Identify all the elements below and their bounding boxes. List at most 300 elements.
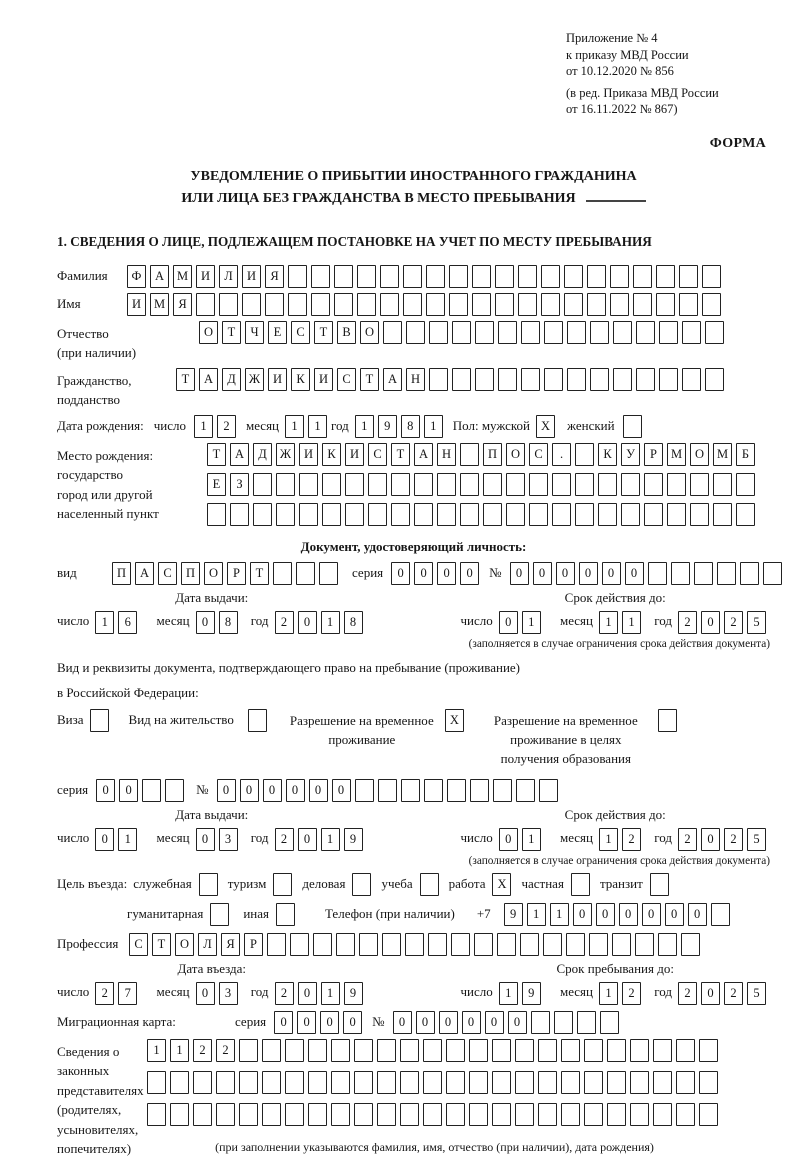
form-cell[interactable]: [561, 1039, 580, 1062]
form-cell[interactable]: С: [291, 321, 310, 344]
form-cell[interactable]: Е: [268, 321, 287, 344]
form-cell[interactable]: [142, 779, 161, 802]
representatives-row2-boxes[interactable]: [147, 1071, 722, 1094]
form-cell[interactable]: [575, 443, 594, 466]
form-cell[interactable]: [239, 1071, 258, 1094]
form-cell[interactable]: Т: [222, 321, 241, 344]
form-cell[interactable]: [331, 1103, 350, 1126]
form-cell[interactable]: [515, 1071, 534, 1094]
form-cell[interactable]: [538, 1071, 557, 1094]
form-cell[interactable]: [713, 473, 732, 496]
form-cell[interactable]: 1: [95, 611, 114, 634]
form-cell[interactable]: [380, 293, 399, 316]
stay-year[interactable]: [678, 982, 770, 1005]
form-cell[interactable]: [401, 779, 420, 802]
form-cell[interactable]: [650, 873, 669, 896]
form-cell[interactable]: [589, 933, 608, 956]
form-cell[interactable]: [405, 933, 424, 956]
visa-checkbox[interactable]: [90, 709, 113, 732]
form-cell[interactable]: [285, 1039, 304, 1062]
form-cell[interactable]: .: [552, 443, 571, 466]
form-cell[interactable]: [276, 473, 295, 496]
form-cell[interactable]: [736, 503, 755, 526]
form-cell[interactable]: 1: [599, 611, 618, 634]
residence-expiry-month[interactable]: [599, 828, 645, 851]
form-cell[interactable]: [694, 562, 713, 585]
form-cell[interactable]: [682, 368, 701, 391]
form-cell[interactable]: [216, 1071, 235, 1094]
form-cell[interactable]: [541, 293, 560, 316]
form-cell[interactable]: Н: [406, 368, 425, 391]
form-cell[interactable]: [368, 503, 387, 526]
form-cell[interactable]: 0: [196, 828, 215, 851]
form-cell[interactable]: 0: [485, 1011, 504, 1034]
form-cell[interactable]: X: [492, 873, 511, 896]
form-cell[interactable]: [612, 933, 631, 956]
form-cell[interactable]: 1: [622, 611, 641, 634]
form-cell[interactable]: Т: [250, 562, 269, 585]
form-cell[interactable]: [763, 562, 782, 585]
form-cell[interactable]: 0: [460, 562, 479, 585]
form-cell[interactable]: [541, 265, 560, 288]
form-cell[interactable]: X: [445, 709, 464, 732]
form-cell[interactable]: [359, 933, 378, 956]
form-cell[interactable]: [90, 709, 109, 732]
form-cell[interactable]: [322, 473, 341, 496]
form-cell[interactable]: [644, 473, 663, 496]
form-cell[interactable]: [414, 473, 433, 496]
form-cell[interactable]: 9: [522, 982, 541, 1005]
form-cell[interactable]: [575, 473, 594, 496]
form-cell[interactable]: 9: [344, 982, 363, 1005]
form-cell[interactable]: [460, 443, 479, 466]
form-cell[interactable]: [679, 265, 698, 288]
form-cell[interactable]: [354, 1039, 373, 1062]
form-cell[interactable]: [288, 293, 307, 316]
form-cell[interactable]: [717, 562, 736, 585]
form-cell[interactable]: [621, 503, 640, 526]
migration-number-boxes[interactable]: [393, 1011, 623, 1034]
form-cell[interactable]: [474, 933, 493, 956]
form-cell[interactable]: К: [598, 443, 617, 466]
form-cell[interactable]: Т: [152, 933, 171, 956]
form-cell[interactable]: 0: [414, 562, 433, 585]
form-cell[interactable]: [506, 503, 525, 526]
form-cell[interactable]: 1: [424, 415, 443, 438]
form-cell[interactable]: [681, 933, 700, 956]
form-cell[interactable]: 0: [196, 982, 215, 1005]
form-cell[interactable]: В: [337, 321, 356, 344]
form-cell[interactable]: [705, 321, 724, 344]
form-cell[interactable]: 2: [275, 982, 294, 1005]
form-cell[interactable]: 0: [533, 562, 552, 585]
form-cell[interactable]: [406, 321, 425, 344]
form-cell[interactable]: 2: [622, 982, 641, 1005]
residence-issue-day[interactable]: [95, 828, 141, 851]
form-cell[interactable]: 2: [724, 828, 743, 851]
form-cell[interactable]: [600, 1011, 619, 1034]
representatives-row3-boxes[interactable]: [147, 1103, 722, 1126]
form-cell[interactable]: 0: [298, 828, 317, 851]
form-cell[interactable]: П: [112, 562, 131, 585]
form-cell[interactable]: 1: [321, 828, 340, 851]
form-cell[interactable]: [539, 779, 558, 802]
form-cell[interactable]: Ф: [127, 265, 146, 288]
form-cell[interactable]: 1: [308, 415, 327, 438]
form-cell[interactable]: [239, 1039, 258, 1062]
identity-expiry-month[interactable]: [599, 611, 645, 634]
form-cell[interactable]: 2: [622, 828, 641, 851]
purpose-humanitarian-checkbox[interactable]: [210, 903, 233, 926]
form-cell[interactable]: [403, 293, 422, 316]
form-cell[interactable]: [285, 1071, 304, 1094]
form-cell[interactable]: О: [690, 443, 709, 466]
purpose-private-checkbox[interactable]: [571, 873, 594, 896]
form-cell[interactable]: М: [150, 293, 169, 316]
form-cell[interactable]: 1: [170, 1039, 189, 1062]
form-cell[interactable]: [273, 562, 292, 585]
form-cell[interactable]: 0: [665, 903, 684, 926]
form-cell[interactable]: [423, 1103, 442, 1126]
form-cell[interactable]: [262, 1103, 281, 1126]
form-cell[interactable]: [621, 473, 640, 496]
form-cell[interactable]: [165, 779, 184, 802]
form-cell[interactable]: О: [199, 321, 218, 344]
form-cell[interactable]: [449, 265, 468, 288]
form-cell[interactable]: [242, 293, 261, 316]
form-cell[interactable]: 1: [550, 903, 569, 926]
patronymic-boxes[interactable]: [199, 321, 728, 344]
form-cell[interactable]: [713, 503, 732, 526]
form-cell[interactable]: [598, 473, 617, 496]
form-cell[interactable]: 0: [343, 1011, 362, 1034]
form-cell[interactable]: 9: [504, 903, 523, 926]
form-cell[interactable]: [690, 473, 709, 496]
purpose-tourism-checkbox[interactable]: [273, 873, 296, 896]
form-cell[interactable]: [273, 873, 292, 896]
purpose-other-checkbox[interactable]: [276, 903, 299, 926]
residence-number-boxes[interactable]: [217, 779, 562, 802]
form-cell[interactable]: [682, 321, 701, 344]
birthplace-row1-boxes[interactable]: [207, 443, 759, 466]
form-cell[interactable]: Л: [219, 265, 238, 288]
form-cell[interactable]: 2: [275, 611, 294, 634]
form-cell[interactable]: [449, 293, 468, 316]
form-cell[interactable]: [267, 933, 286, 956]
form-cell[interactable]: 0: [309, 779, 328, 802]
form-cell[interactable]: 1: [285, 415, 304, 438]
form-cell[interactable]: 1: [527, 903, 546, 926]
representatives-row1-boxes[interactable]: [147, 1039, 722, 1062]
form-cell[interactable]: [667, 503, 686, 526]
form-cell[interactable]: 0: [573, 903, 592, 926]
form-cell[interactable]: Ч: [245, 321, 264, 344]
form-cell[interactable]: [518, 265, 537, 288]
form-cell[interactable]: [564, 293, 583, 316]
entry-month[interactable]: [196, 982, 242, 1005]
form-cell[interactable]: 0: [274, 1011, 293, 1034]
form-cell[interactable]: [564, 265, 583, 288]
form-cell[interactable]: [368, 473, 387, 496]
form-cell[interactable]: [423, 1039, 442, 1062]
form-cell[interactable]: И: [242, 265, 261, 288]
form-cell[interactable]: [667, 473, 686, 496]
form-cell[interactable]: [400, 1039, 419, 1062]
form-cell[interactable]: [610, 265, 629, 288]
form-cell[interactable]: Д: [222, 368, 241, 391]
purpose-transit-checkbox[interactable]: [650, 873, 673, 896]
form-cell[interactable]: [636, 368, 655, 391]
form-cell[interactable]: [497, 933, 516, 956]
form-cell[interactable]: П: [483, 443, 502, 466]
form-cell[interactable]: [584, 1071, 603, 1094]
doc-type-boxes[interactable]: [112, 562, 342, 585]
birthdate-month-boxes[interactable]: [285, 415, 331, 438]
form-cell[interactable]: А: [199, 368, 218, 391]
form-cell[interactable]: [355, 779, 374, 802]
form-cell[interactable]: [587, 293, 606, 316]
form-cell[interactable]: 0: [642, 903, 661, 926]
form-cell[interactable]: [498, 368, 517, 391]
form-cell[interactable]: [656, 293, 675, 316]
form-cell[interactable]: [199, 873, 218, 896]
migration-series-boxes[interactable]: [274, 1011, 366, 1034]
form-cell[interactable]: 0: [298, 982, 317, 1005]
form-cell[interactable]: А: [383, 368, 402, 391]
form-cell[interactable]: [147, 1103, 166, 1126]
citizenship-boxes[interactable]: [176, 368, 728, 391]
form-cell[interactable]: А: [230, 443, 249, 466]
form-cell[interactable]: 1: [118, 828, 137, 851]
form-cell[interactable]: [679, 293, 698, 316]
form-cell[interactable]: О: [175, 933, 194, 956]
form-cell[interactable]: М: [667, 443, 686, 466]
form-cell[interactable]: [671, 562, 690, 585]
form-cell[interactable]: Я: [265, 265, 284, 288]
form-cell[interactable]: [336, 933, 355, 956]
form-cell[interactable]: [584, 1103, 603, 1126]
form-cell[interactable]: [424, 779, 443, 802]
form-cell[interactable]: [571, 873, 590, 896]
form-cell[interactable]: [607, 1071, 626, 1094]
form-cell[interactable]: [699, 1039, 718, 1062]
profession-boxes[interactable]: [129, 933, 704, 956]
form-cell[interactable]: 0: [688, 903, 707, 926]
form-cell[interactable]: Р: [227, 562, 246, 585]
form-cell[interactable]: [521, 321, 540, 344]
form-cell[interactable]: [659, 321, 678, 344]
form-cell[interactable]: 0: [196, 611, 215, 634]
purpose-study-checkbox[interactable]: [420, 873, 443, 896]
form-cell[interactable]: [653, 1071, 672, 1094]
form-cell[interactable]: [311, 293, 330, 316]
form-cell[interactable]: 1: [599, 828, 618, 851]
form-cell[interactable]: [492, 1039, 511, 1062]
form-cell[interactable]: [170, 1071, 189, 1094]
form-cell[interactable]: 0: [510, 562, 529, 585]
form-cell[interactable]: [460, 503, 479, 526]
form-cell[interactable]: [653, 1039, 672, 1062]
form-cell[interactable]: [598, 503, 617, 526]
surname-boxes[interactable]: [127, 265, 725, 288]
identity-issue-month[interactable]: [196, 611, 242, 634]
firstname-boxes[interactable]: [127, 293, 725, 316]
form-cell[interactable]: [516, 779, 535, 802]
entry-year[interactable]: [275, 982, 367, 1005]
form-cell[interactable]: 0: [298, 611, 317, 634]
form-cell[interactable]: 6: [118, 611, 137, 634]
form-cell[interactable]: [451, 933, 470, 956]
form-cell[interactable]: 0: [391, 562, 410, 585]
form-cell[interactable]: 0: [320, 1011, 339, 1034]
form-cell[interactable]: [544, 368, 563, 391]
identity-issue-day[interactable]: [95, 611, 141, 634]
form-cell[interactable]: [469, 1103, 488, 1126]
form-cell[interactable]: [561, 1103, 580, 1126]
form-cell[interactable]: [636, 321, 655, 344]
birthplace-row2-boxes[interactable]: [207, 473, 759, 496]
form-cell[interactable]: [676, 1103, 695, 1126]
form-cell[interactable]: [623, 415, 642, 438]
form-cell[interactable]: 1: [522, 611, 541, 634]
form-cell[interactable]: 0: [297, 1011, 316, 1034]
form-cell[interactable]: Т: [207, 443, 226, 466]
form-cell[interactable]: [705, 368, 724, 391]
form-cell[interactable]: [702, 293, 721, 316]
form-cell[interactable]: 0: [602, 562, 621, 585]
form-cell[interactable]: 0: [217, 779, 236, 802]
form-cell[interactable]: [391, 473, 410, 496]
form-cell[interactable]: 0: [701, 611, 720, 634]
form-cell[interactable]: 9: [378, 415, 397, 438]
form-cell[interactable]: З: [230, 473, 249, 496]
form-cell[interactable]: [590, 321, 609, 344]
form-cell[interactable]: [378, 779, 397, 802]
form-cell[interactable]: Е: [207, 473, 226, 496]
form-cell[interactable]: 1: [499, 982, 518, 1005]
form-cell[interactable]: 0: [119, 779, 138, 802]
form-cell[interactable]: [452, 321, 471, 344]
form-cell[interactable]: [331, 1039, 350, 1062]
form-cell[interactable]: 1: [147, 1039, 166, 1062]
form-cell[interactable]: [437, 503, 456, 526]
form-cell[interactable]: [506, 473, 525, 496]
form-cell[interactable]: И: [299, 443, 318, 466]
form-cell[interactable]: А: [135, 562, 154, 585]
form-cell[interactable]: 1: [355, 415, 374, 438]
form-cell[interactable]: 0: [556, 562, 575, 585]
form-cell[interactable]: О: [204, 562, 223, 585]
form-cell[interactable]: [531, 1011, 550, 1034]
form-cell[interactable]: [538, 1103, 557, 1126]
form-cell[interactable]: [577, 1011, 596, 1034]
form-cell[interactable]: С: [337, 368, 356, 391]
form-cell[interactable]: [498, 321, 517, 344]
stay-day[interactable]: [499, 982, 545, 1005]
form-cell[interactable]: 3: [219, 828, 238, 851]
form-cell[interactable]: [590, 368, 609, 391]
form-cell[interactable]: 8: [344, 611, 363, 634]
residence-expiry-day[interactable]: [499, 828, 545, 851]
form-cell[interactable]: 2: [216, 1039, 235, 1062]
form-cell[interactable]: [290, 933, 309, 956]
form-cell[interactable]: [584, 1039, 603, 1062]
form-cell[interactable]: [354, 1071, 373, 1094]
form-cell[interactable]: С: [158, 562, 177, 585]
identity-expiry-day[interactable]: [499, 611, 545, 634]
form-cell[interactable]: [400, 1103, 419, 1126]
form-cell[interactable]: 0: [95, 828, 114, 851]
form-cell[interactable]: [472, 293, 491, 316]
form-cell[interactable]: 2: [275, 828, 294, 851]
birthplace-row3-boxes[interactable]: [207, 503, 759, 526]
form-cell[interactable]: [633, 293, 652, 316]
form-cell[interactable]: [196, 293, 215, 316]
form-cell[interactable]: [248, 709, 267, 732]
form-cell[interactable]: Д: [253, 443, 272, 466]
form-cell[interactable]: [521, 368, 540, 391]
form-cell[interactable]: [380, 265, 399, 288]
form-cell[interactable]: [552, 473, 571, 496]
form-cell[interactable]: 9: [344, 828, 363, 851]
form-cell[interactable]: [635, 933, 654, 956]
identity-expiry-year[interactable]: [678, 611, 770, 634]
purpose-work-checkbox[interactable]: [492, 873, 515, 896]
form-cell[interactable]: [308, 1039, 327, 1062]
form-cell[interactable]: [554, 1011, 573, 1034]
form-cell[interactable]: И: [127, 293, 146, 316]
form-cell[interactable]: [193, 1071, 212, 1094]
form-cell[interactable]: [352, 873, 371, 896]
form-cell[interactable]: [285, 1103, 304, 1126]
form-cell[interactable]: Р: [244, 933, 263, 956]
purpose-business-checkbox[interactable]: [352, 873, 375, 896]
form-cell[interactable]: 0: [625, 562, 644, 585]
form-cell[interactable]: [483, 473, 502, 496]
form-cell[interactable]: [308, 1103, 327, 1126]
form-cell[interactable]: [377, 1103, 396, 1126]
form-cell[interactable]: [428, 933, 447, 956]
form-cell[interactable]: [377, 1071, 396, 1094]
form-cell[interactable]: [423, 1071, 442, 1094]
form-cell[interactable]: [544, 321, 563, 344]
form-cell[interactable]: [610, 293, 629, 316]
form-cell[interactable]: [147, 1071, 166, 1094]
form-cell[interactable]: [495, 293, 514, 316]
form-cell[interactable]: Т: [391, 443, 410, 466]
stay-month[interactable]: [599, 982, 645, 1005]
form-cell[interactable]: [658, 709, 677, 732]
form-cell[interactable]: [736, 473, 755, 496]
form-cell[interactable]: Я: [221, 933, 240, 956]
form-cell[interactable]: [253, 473, 272, 496]
residence-permit-checkbox[interactable]: [248, 709, 271, 732]
form-cell[interactable]: 0: [499, 828, 518, 851]
form-cell[interactable]: [483, 503, 502, 526]
form-cell[interactable]: [702, 265, 721, 288]
form-cell[interactable]: [543, 933, 562, 956]
form-cell[interactable]: 2: [95, 982, 114, 1005]
form-cell[interactable]: [253, 503, 272, 526]
form-cell[interactable]: К: [291, 368, 310, 391]
form-cell[interactable]: 0: [332, 779, 351, 802]
form-cell[interactable]: С: [529, 443, 548, 466]
form-cell[interactable]: 0: [701, 982, 720, 1005]
form-cell[interactable]: М: [713, 443, 732, 466]
form-cell[interactable]: 0: [579, 562, 598, 585]
form-cell[interactable]: О: [506, 443, 525, 466]
form-cell[interactable]: 2: [217, 415, 236, 438]
